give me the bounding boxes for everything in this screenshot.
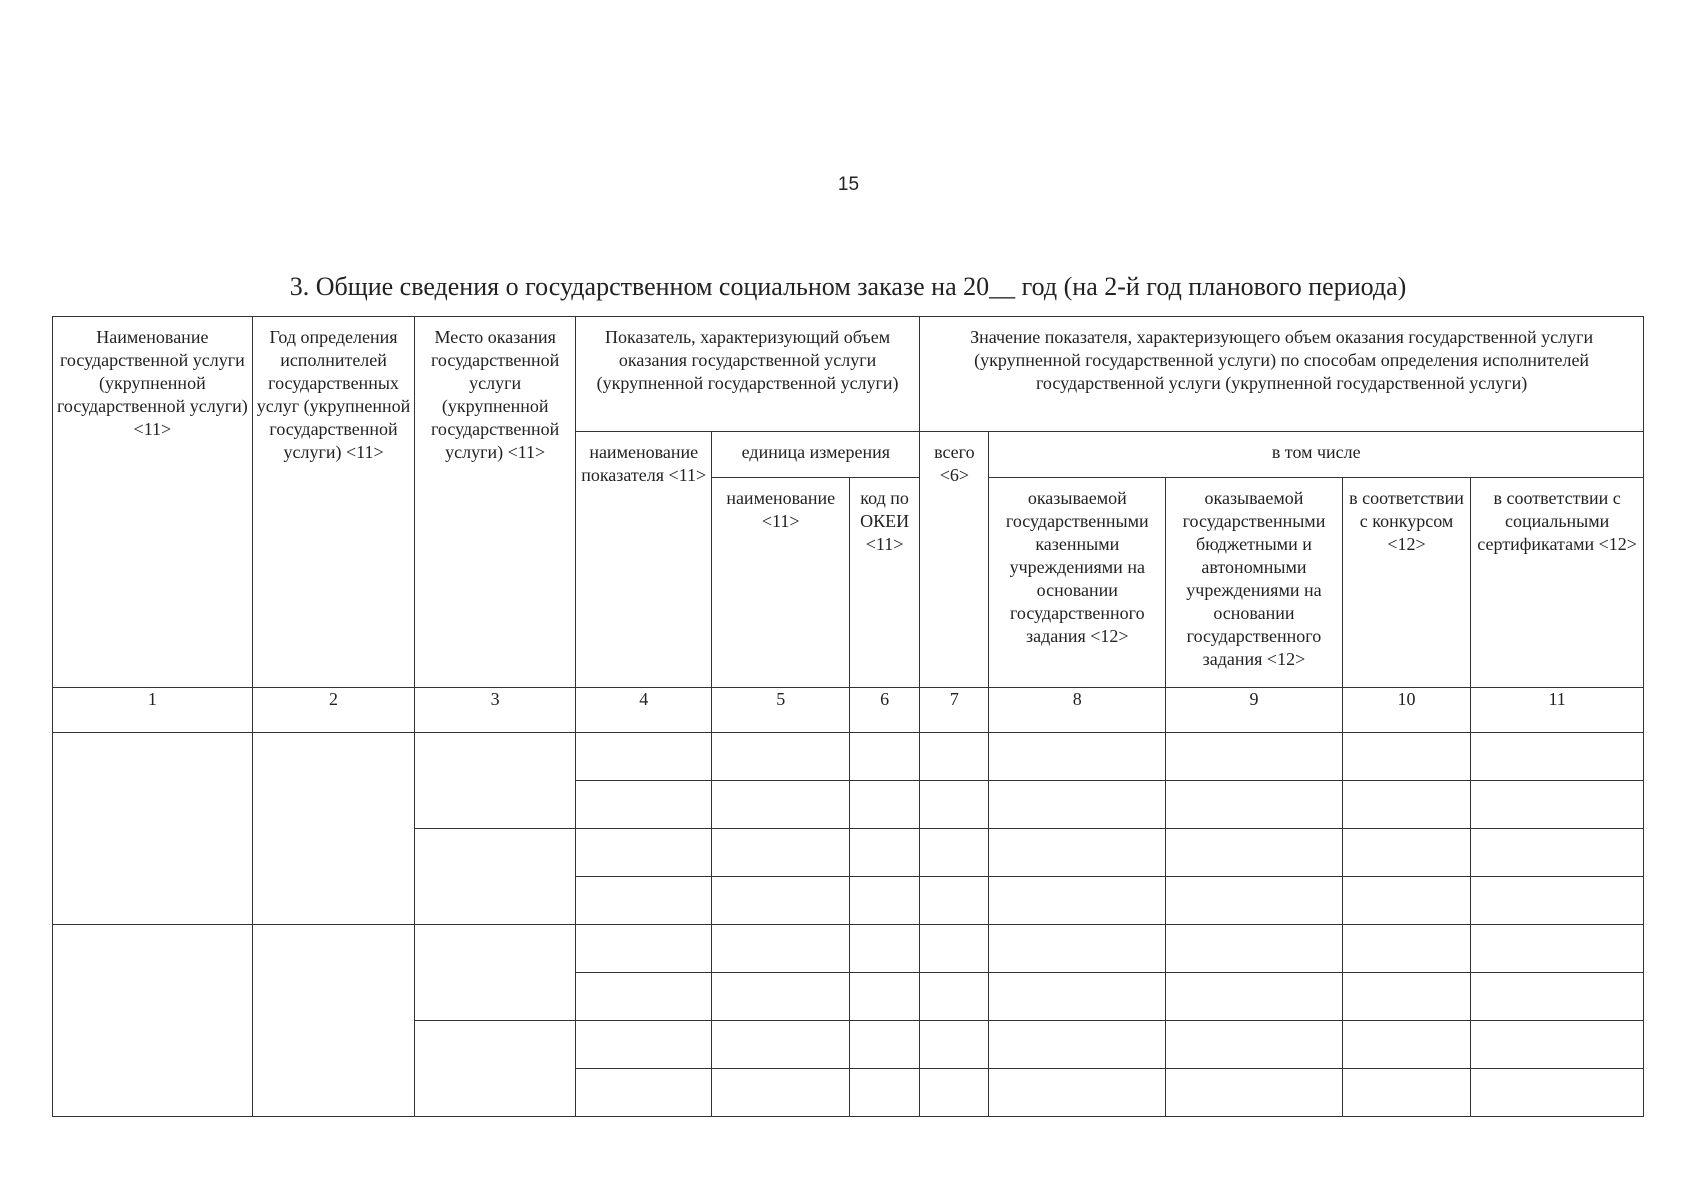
blank-cell[interactable] — [575, 733, 712, 781]
blank-cell[interactable] — [1471, 877, 1644, 925]
blank-cell[interactable] — [712, 1069, 850, 1117]
header-competition: в соответствии с конкурсом <12> — [1342, 478, 1470, 688]
column-number: 4 — [575, 688, 712, 733]
header-kazennye: оказываемой государственными казенными учреждениями на основании государственного задания <12> — [989, 478, 1166, 688]
header-place: Место оказания государственной услуги (укрупненной государственной услуги) <11> — [415, 317, 576, 688]
blank-cell[interactable] — [575, 925, 712, 973]
blank-cell[interactable] — [712, 973, 850, 1021]
blank-cell[interactable] — [989, 829, 1166, 877]
blank-cell[interactable] — [712, 925, 850, 973]
social-order-table — [52, 316, 1644, 1117]
blank-cell[interactable] — [53, 733, 253, 925]
blank-cell[interactable] — [849, 1021, 919, 1069]
blank-cell[interactable] — [712, 781, 850, 829]
header-indicator-name: наименование показателя <11> — [575, 432, 712, 688]
blank-cell[interactable] — [849, 781, 919, 829]
blank-cell[interactable] — [849, 925, 919, 973]
blank-cell[interactable] — [1166, 1021, 1343, 1069]
blank-cell[interactable] — [920, 829, 989, 877]
blank-cell[interactable] — [920, 1069, 989, 1117]
header-unit-group: единица измерения — [712, 432, 920, 478]
blank-cell[interactable] — [575, 877, 712, 925]
blank-cell[interactable] — [575, 781, 712, 829]
header-certificates: в соответствии с социальными сертификатами <12> — [1471, 478, 1644, 688]
blank-cell[interactable] — [989, 1021, 1166, 1069]
column-number: 7 — [920, 688, 989, 733]
header-total: всего <6> — [920, 432, 989, 688]
blank-cell[interactable] — [849, 973, 919, 1021]
blank-cell[interactable] — [415, 925, 576, 1021]
blank-cell[interactable] — [1342, 1069, 1470, 1117]
blank-cell[interactable] — [1166, 829, 1343, 877]
blank-cell[interactable] — [1342, 1021, 1470, 1069]
column-number: 2 — [252, 688, 415, 733]
header-service-name: Наименование государственной услуги (укрупненной государственной услуги) <11> — [53, 317, 253, 688]
blank-cell[interactable] — [712, 829, 850, 877]
blank-cell[interactable] — [989, 877, 1166, 925]
blank-cell[interactable] — [575, 973, 712, 1021]
header-year: Год определения исполнителей государственных услуг (укрупненной государственной услуги) <11> — [252, 317, 415, 688]
blank-cell[interactable] — [1342, 973, 1470, 1021]
column-number: 6 — [849, 688, 919, 733]
blank-cell[interactable] — [252, 733, 415, 925]
column-number: 10 — [1342, 688, 1470, 733]
blank-cell[interactable] — [712, 877, 850, 925]
table-row — [53, 925, 1644, 973]
header-unit-name: наименование <11> — [712, 478, 850, 688]
blank-cell[interactable] — [849, 877, 919, 925]
blank-cell[interactable] — [1166, 781, 1343, 829]
blank-cell[interactable] — [1342, 781, 1470, 829]
blank-cell[interactable] — [1166, 1069, 1343, 1117]
blank-cell[interactable] — [1471, 925, 1644, 973]
blank-cell[interactable] — [415, 829, 576, 925]
blank-cell[interactable] — [1166, 877, 1343, 925]
blank-cell[interactable] — [849, 733, 919, 781]
column-number: 8 — [989, 688, 1166, 733]
blank-cell[interactable] — [712, 733, 850, 781]
blank-cell[interactable] — [849, 1069, 919, 1117]
column-numbers-row — [53, 688, 1644, 733]
section-title: 3. Общие сведения о государственном социальном заказе на 20__ год (на 2-й год планового периода) — [289, 272, 1407, 301]
table-row — [53, 733, 1644, 781]
header-budget-auto: оказываемой государственными бюджетными и автономными учреждениями на основании государственного задания <12> — [1166, 478, 1343, 688]
blank-cell[interactable] — [1471, 973, 1644, 1021]
blank-cell[interactable] — [1166, 733, 1343, 781]
blank-cell[interactable] — [1166, 925, 1343, 973]
blank-cell[interactable] — [1471, 733, 1644, 781]
column-number: 5 — [712, 688, 850, 733]
blank-cell[interactable] — [1471, 1021, 1644, 1069]
blank-cell[interactable] — [989, 973, 1166, 1021]
blank-cell[interactable] — [252, 925, 415, 1117]
blank-cell[interactable] — [575, 829, 712, 877]
blank-cell[interactable] — [920, 1021, 989, 1069]
blank-cell[interactable] — [712, 1021, 850, 1069]
blank-cell[interactable] — [415, 1021, 576, 1117]
blank-cell[interactable] — [989, 733, 1166, 781]
blank-cell[interactable] — [920, 973, 989, 1021]
blank-cell[interactable] — [1471, 829, 1644, 877]
blank-cell[interactable] — [575, 1021, 712, 1069]
header-row-1 — [53, 317, 1644, 432]
page-number: 15 — [837, 174, 860, 195]
column-number: 3 — [415, 688, 576, 733]
blank-cell[interactable] — [415, 733, 576, 829]
column-number: 9 — [1166, 688, 1343, 733]
column-number: 1 — [53, 688, 253, 733]
blank-cell[interactable] — [989, 781, 1166, 829]
blank-cell[interactable] — [1342, 733, 1470, 781]
header-including: в том числе — [989, 432, 1644, 478]
blank-cell[interactable] — [1342, 925, 1470, 973]
blank-cell[interactable] — [1471, 1069, 1644, 1117]
blank-cell[interactable] — [920, 877, 989, 925]
blank-cell[interactable] — [575, 1069, 712, 1117]
blank-cell[interactable] — [989, 1069, 1166, 1117]
header-okei-code: код по ОКЕИ <11> — [849, 478, 919, 688]
blank-cell[interactable] — [53, 925, 253, 1117]
blank-cell[interactable] — [1342, 877, 1470, 925]
blank-cell[interactable] — [1471, 781, 1644, 829]
blank-cell[interactable] — [920, 925, 989, 973]
blank-cell[interactable] — [1166, 973, 1343, 1021]
column-number: 11 — [1471, 688, 1644, 733]
blank-cell[interactable] — [920, 781, 989, 829]
header-value-group: Значение показателя, характеризующего объем оказания государственной услуги (укрупненной государственной услуги) по способам определения исполнителей государственной услуги (укрупненной государственной услуги) — [920, 317, 1644, 432]
blank-cell[interactable] — [989, 925, 1166, 973]
blank-cell[interactable] — [920, 733, 989, 781]
header-indicator-group: Показатель, характеризующий объем оказания государственной услуги (укрупненной государственной услуги) — [575, 317, 919, 432]
blank-cell[interactable] — [849, 829, 919, 877]
blank-cell[interactable] — [1342, 829, 1470, 877]
